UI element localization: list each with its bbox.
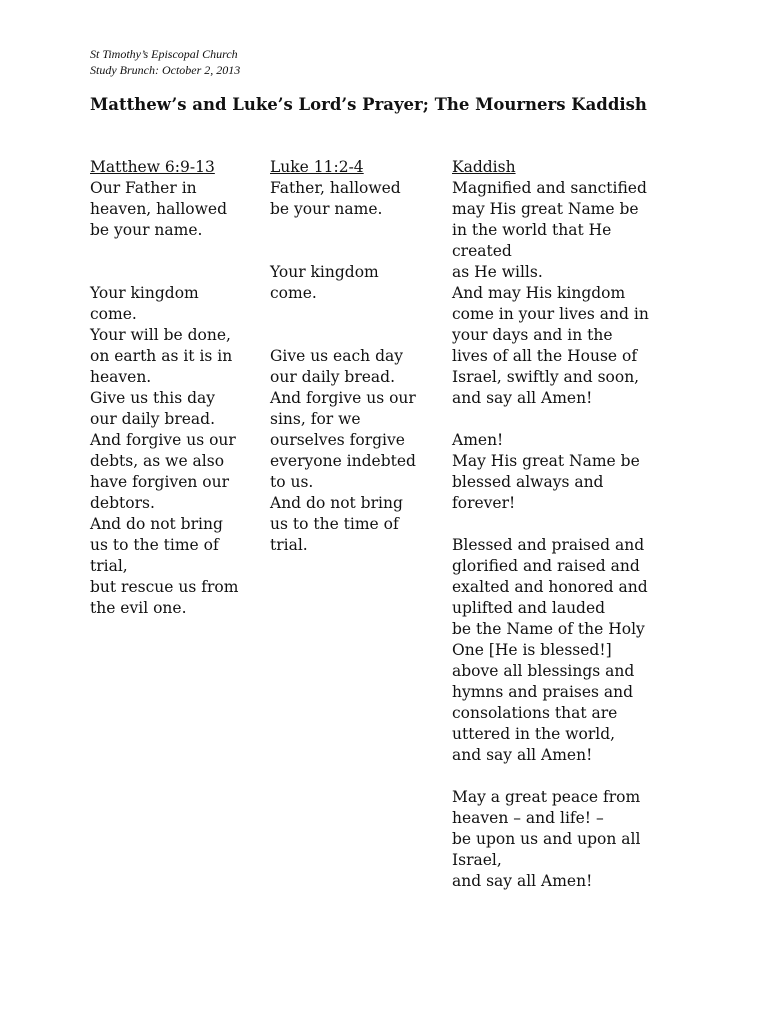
text-line: May a great peace from [452, 788, 641, 806]
text-line: And forgive us our [90, 431, 236, 449]
text-line: trial. [270, 536, 308, 554]
text-line: be the Name of the Holy [452, 620, 645, 638]
text-line: our daily bread. [270, 368, 396, 386]
document-title: Matthew’s and Luke’s Lord’s Prayer; The Mourners Kaddish [90, 95, 647, 114]
text-line: One [He is blessed!] [452, 641, 612, 659]
text-line: our daily bread. [90, 410, 216, 428]
text-line: Your kingdom [270, 263, 379, 281]
text-line: Your kingdom [90, 284, 199, 302]
text-line: And do not bring [90, 515, 223, 533]
column-heading-luke: Luke 11:2-4 [270, 158, 364, 176]
text-line: to us. [270, 473, 314, 491]
text-line: exalted and honored and [452, 578, 648, 596]
text-line: as He wills. [452, 263, 543, 281]
text-line: us to the time of [270, 515, 399, 533]
text-line: Your will be done, [90, 326, 231, 344]
text-line: uttered in the world, [452, 725, 616, 743]
column-heading-kaddish: Kaddish [452, 158, 516, 176]
text-line [270, 304, 442, 325]
text-line: Magnified and sanctified [452, 179, 647, 197]
text-line [270, 241, 442, 262]
text-line: and say all Amen! [452, 746, 593, 764]
text-line: uplifted and lauded [452, 599, 606, 617]
text-line: above all blessings and [452, 662, 635, 680]
text-line: hymns and praises and [452, 683, 634, 701]
column-body-kaddish [452, 178, 688, 892]
text-line: your days and in the [452, 326, 613, 344]
text-line: May His great Name be [452, 452, 640, 470]
text-line: us to the time of [90, 536, 219, 554]
text-line: Israel, [452, 851, 502, 869]
text-line: Amen! [452, 431, 504, 449]
text-line: created [452, 242, 512, 260]
text-line [452, 514, 688, 535]
text-line: may His great Name be [452, 200, 639, 218]
column-matthew [90, 157, 262, 619]
column-body-matthew [90, 178, 262, 619]
text-line: consolations that are [452, 704, 618, 722]
text-line [90, 262, 262, 283]
text-line: ourselves forgive [270, 431, 405, 449]
column-body-luke [270, 178, 442, 556]
text-line: everyone indebted [270, 452, 416, 470]
text-line: forever! [452, 494, 516, 512]
text-line: and say all Amen! [452, 389, 593, 407]
text-line [270, 325, 442, 346]
text-line: sins, for we [270, 410, 361, 428]
text-line: Give us each day [270, 347, 403, 365]
text-line: heaven – and life! – [452, 809, 604, 827]
text-line: on earth as it is in [90, 347, 233, 365]
column-heading-matthew: Matthew 6:9-13 [90, 158, 215, 176]
text-line: lives of all the House of [452, 347, 638, 365]
column-luke [270, 157, 442, 556]
church-name: St Timothy’s Episcopal Church [90, 47, 238, 61]
text-line: Our Father in [90, 179, 197, 197]
text-line: heaven, hallowed [90, 200, 227, 218]
text-line: the evil one. [90, 599, 187, 617]
text-line: have forgiven our [90, 473, 230, 491]
column-kaddish [452, 157, 688, 892]
text-line: be your name. [270, 200, 383, 218]
text-line: Blessed and praised and [452, 536, 645, 554]
text-line: Israel, swiftly and soon, [452, 368, 640, 386]
text-line: Father, hallowed [270, 179, 401, 197]
text-line [270, 220, 442, 241]
text-line: debts, as we also [90, 452, 225, 470]
text-line: and say all Amen! [452, 872, 593, 890]
text-line [452, 766, 688, 787]
text-line [90, 241, 262, 262]
text-line: in the world that He [452, 221, 612, 239]
text-line: heaven. [90, 368, 152, 386]
text-line: come in your lives and in [452, 305, 649, 323]
text-line: come. [90, 305, 137, 323]
text-line: trial, [90, 557, 128, 575]
document-header [90, 46, 240, 78]
text-line: glorified and raised and [452, 557, 640, 575]
text-line: blessed always and [452, 473, 604, 491]
text-line: Give us this day [90, 389, 216, 407]
text-line: debtors. [90, 494, 155, 512]
study-date: Study Brunch: October 2, 2013 [90, 63, 241, 77]
text-line [452, 409, 688, 430]
text-line: And forgive us our [270, 389, 416, 407]
text-line: be upon us and upon all [452, 830, 641, 848]
text-line: come. [270, 284, 317, 302]
text-line: And do not bring [270, 494, 403, 512]
text-line: be your name. [90, 221, 203, 239]
text-line: but rescue us from [90, 578, 239, 596]
text-line: And may His kingdom [452, 284, 626, 302]
